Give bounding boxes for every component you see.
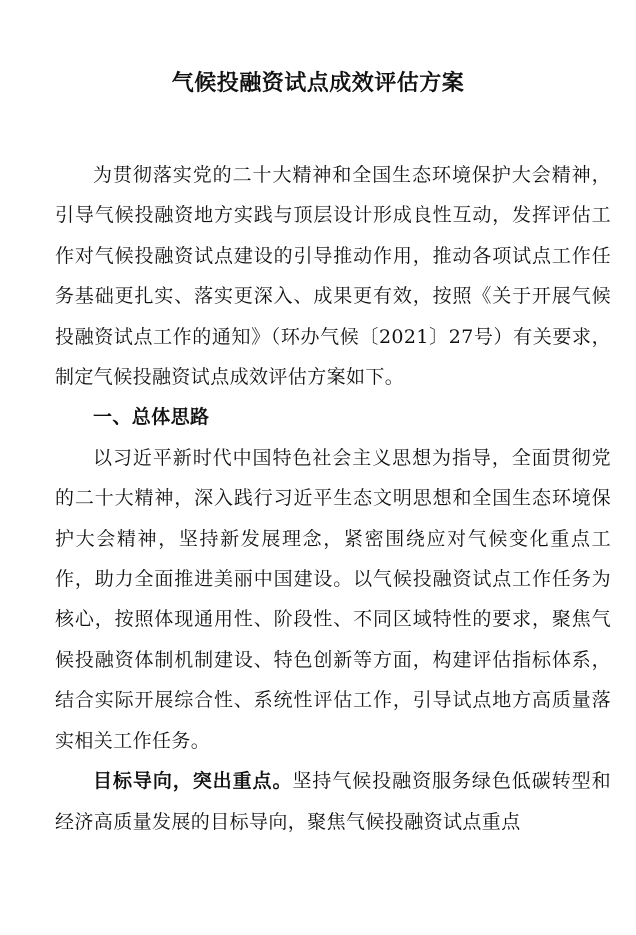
principle-text: 坚持气候投融资服务绿色低碳转型和经济高质量发展的目标导向，聚焦气候投融资试点重点 bbox=[55, 770, 611, 833]
section-heading: 一、总体思路 bbox=[93, 406, 210, 429]
document-body bbox=[55, 155, 611, 842]
intro-paragraph: 为贯彻落实党的二十大精神和全国生态环境保护大会精神，引导气候投融资地方实践与顶层设计形成良性互动，发挥评估工作对气候投融资试点建设的引导推动作用，推动各项试点工作任务基础更扎实、落实更深入、成果更有效，按照《关于开展气候投融资试点工作的通知》（环办气候〔2021〕27号）有关要求，制定气候投融资试点成效评估方案如下。 bbox=[55, 164, 611, 389]
section-paragraph: 以习近平新时代中国特色社会主义思想为指导，全面贯彻党的二十大精神，深入践行习近平生态文明思想和全国生态环境保护大会精神，坚持新发展理念，紧密围绕应对气候变化重点工作，助力全面推进美丽中国建设。以气候投融资试点工作任务为核心，按照体现通用性、阶段性、不同区域特性的要求，聚焦气候投融资体制机制建设、特色创新等方面，构建评估指标体系，结合实际开展综合性、系统性评估工作，引导试点地方高质量落实相关工作任务。 bbox=[55, 446, 611, 752]
principle-paragraph bbox=[55, 761, 611, 842]
principle-lead: 目标导向，突出重点。 bbox=[93, 770, 293, 793]
document-title: 气候投融资试点成效评估方案 bbox=[171, 71, 465, 96]
